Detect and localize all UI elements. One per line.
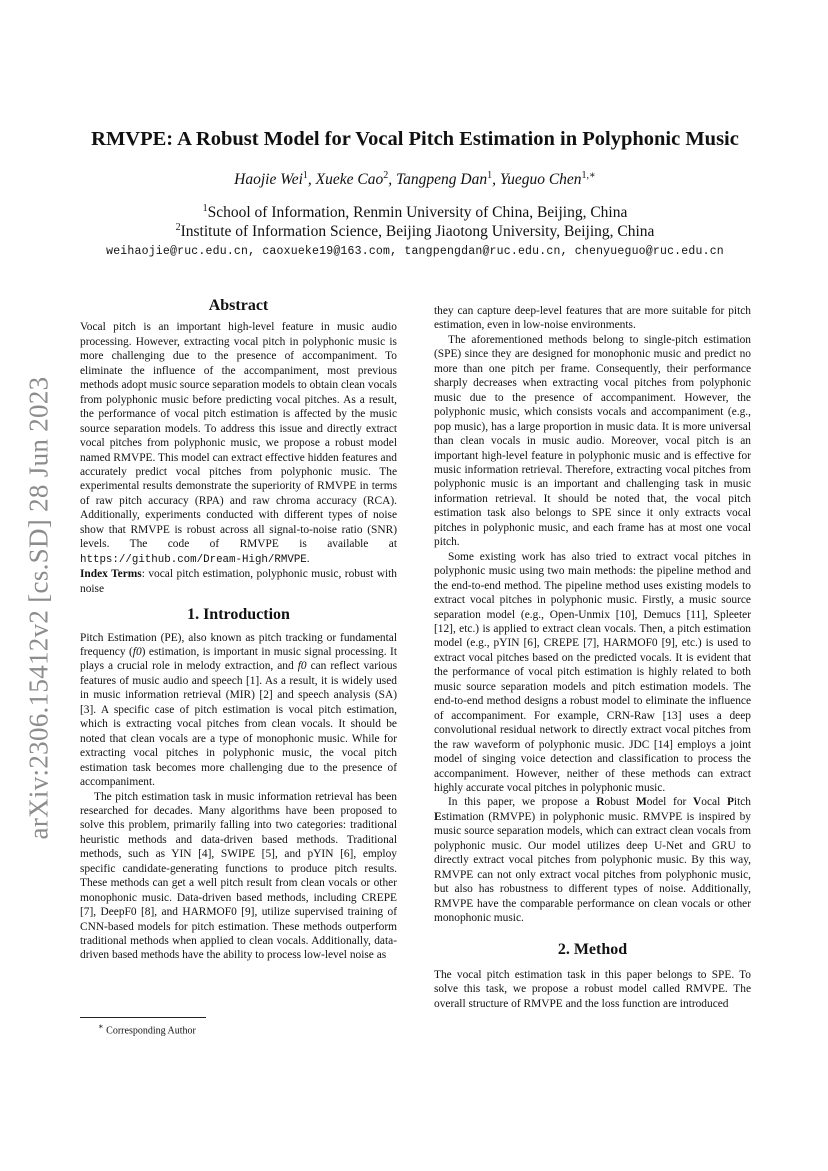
author-name: Haojie Wei xyxy=(234,171,303,189)
bold-initial: V xyxy=(693,796,702,809)
body-paragraph: Some existing work has also tried to extract vocal pitches in polyphonic music using two main methods: the pipeline method and the end-to-end method. The pipeline method uses existing models to extract vocal pitches in polyphonic music. Firstly, a music source separation model (e.g., Open-Unmix [10], Demucs [11], Spleeter [12], etc.) is applied to extract clean vocals. Then, a pitch estimation model (e.g., pYIN [6], CREPE [7], HARMOF0 [9], etc.) is used to extract vocal pitches based on the predicted vocals. It is evident that the performance of vocal pitch estimation is highly related to both music source separation models and pitch estimation models. The end-to-end method designs a robust model to eliminate the influence of accompaniment. For example, CRN-Raw [13] uses a deep convolutional residual network to directly extract vocal pitches from the raw waveform of polyphonic music. JDC [14] employs a joint model of singing voice detection and classification to process the accompaniment. However, neither of these methods can extract highly accurate vocal pitches in polyphonic music. xyxy=(434,550,751,794)
body-text: itch xyxy=(733,796,752,809)
paper-title: RMVPE: A Robust Model for Vocal Pitch Estimation in Polyphonic Music xyxy=(91,128,739,150)
intro-paragraph xyxy=(80,631,397,790)
affiliation-number: 2 xyxy=(175,222,181,233)
bold-initial: E xyxy=(434,810,442,823)
body-text: In this paper, we propose a xyxy=(448,796,597,809)
footnote-text: Corresponding Author xyxy=(106,1025,196,1037)
left-column xyxy=(80,299,397,963)
bold-initial: M xyxy=(635,796,647,809)
intro-text: ) estimation, is important in music signal processing. It plays a crucial role in melody extraction, and xyxy=(80,645,397,673)
body-text: odel for xyxy=(646,796,694,809)
footnote-rule xyxy=(80,1017,206,1018)
intro-paragraph: The pitch estimation task in music information retrieval has been researched for decades. Many algorithms have been proposed to solve this problem, primarily falling into two categories: traditional heuristic methods and data-driven based methods. Traditional methods, such as YIN [4], SWIPE [5], and pYIN [6], employ specific candidate-generating functions to produce pitch results. These methods can get a well pitch result from clean vocals or other monophonic music. Data-driven based methods, including CREPE [7], DeepF0 [8], and HARMOF0 [9], utilize supervised training of CNN-based models for pitch estimation. These methods outperform traditional methods when applied to clean vocals. Additionally, data-driven based methods have the ability to process low-level noise as xyxy=(80,790,397,962)
bold-initial: R xyxy=(596,796,605,809)
method-heading: 2. Method xyxy=(557,941,628,959)
body-text: ocal xyxy=(701,796,727,809)
abstract-end: . xyxy=(306,552,310,565)
author-emails: weihaojie@ruc.edu.cn, caoxueke19@163.com, tangpengdan@ruc.edu.cn, chenyueguo@ruc.edu.cn xyxy=(106,245,724,258)
body-paragraph: they can capture deep-level features that are more suitable for pitch estimation, even in low-noise environments. xyxy=(434,305,751,332)
author-affiliation-mark: 2 xyxy=(383,170,389,181)
method-paragraph: The vocal pitch estimation task in this paper belongs to SPE. To solve this task, we propose a robust model called RMVPE. The overall structure of RMVPE and the loss function are introduced xyxy=(434,968,751,1010)
footnote xyxy=(98,1021,196,1036)
affiliation-text: School of Information, Renmin University of China, Beijing, China xyxy=(207,204,628,222)
author-name: Yueguo Chen xyxy=(499,171,582,189)
math-f0: f0 xyxy=(132,645,142,658)
right-column xyxy=(434,304,751,1011)
author-affiliation-mark: 1,∗ xyxy=(581,170,596,181)
body-text: obust xyxy=(604,796,636,809)
code-link[interactable]: https://github.com/Dream-High/RMVPE xyxy=(80,553,307,566)
author-list: Haojie Wei$^1$, Xueke Cao$^2$, Tangpeng Dan$^1$, Yueguo Chen$^{1,∗}$ xyxy=(234,170,596,189)
affiliation-line xyxy=(60,222,770,241)
affiliation-line xyxy=(60,203,770,222)
abstract-text: Vocal pitch is an important high-level feature in music audio processing. However, extracting vocal pitch in polyphonic music is more challenging due to the presence of accompaniment. To eliminate the influence of the accompaniment, most previous methods adopt music source separation models to obtain clean vocals from polyphonic music before predicting vocal pitches. As a result, the performance of vocal pitch estimation is affected by the music source separation models. To address this issue and directly extract vocal pitches from polyphonic music, we propose a robust model named RMVPE. This model can extract effective hidden features and accurately predict vocal pitches from polyphonic music. The experimental results demonstrate the superiority of RMVPE in terms of raw pitch accuracy (RPA) and raw chroma accuracy (RCA). Additionally, experiments conducted with different types of noise show that RMVPE is robust across all signal-to-noise ratio (SNR) levels. The code of RMVPE is available at xyxy=(80,321,397,551)
body-paragraph: The aforementioned methods belong to single-pitch estimation (SPE) since they are designed for monophonic music and predict no more than one pitch per frame. Consequently, their performance sharply decreases when extracting vocal pitches from polyphonic music due to the presence of accompaniment. However, the polyphonic music, which consists vocals and accompaniment (e.g., pop music), has a large proportion in music data. It is more universal than clean vocals in music audio. Moreover, vocal pitch is an important high-level feature in polyphonic music and is effective for music information retrieval. Therefore, extracting vocal pitches from polyphonic music is an important and challenging task in music information retrieval. It should be noted that, the vocal pitch estimation task also belongs to SPE since it only extracts vocal pitches in polyphonic music, and each frame has at most one vocal pitch. xyxy=(434,333,751,549)
author-affiliation-mark: 1 xyxy=(487,170,493,181)
index-terms xyxy=(80,567,397,596)
index-terms-text: : vocal pitch estimation, polyphonic music, robust with noise xyxy=(80,568,397,595)
author-name: Tangpeng Dan xyxy=(395,171,488,189)
footnote-mark: ∗ xyxy=(98,1022,104,1031)
math-f0: f0 xyxy=(297,660,307,673)
author-affiliation-mark: 1 xyxy=(302,170,308,181)
affiliation-number: 1 xyxy=(202,203,208,214)
arxiv-side-stamp xyxy=(21,366,57,850)
affiliation-text: Institute of Information Science, Beijing Jiaotong University, Beijing, China xyxy=(180,223,655,241)
arxiv-id-text: arXiv:2306.15412v2 [cs.SD] 28 Jun 2023 xyxy=(23,376,54,840)
introduction-heading: 1. Introduction xyxy=(187,606,290,624)
body-text: stimation (RMVPE) in polyphonic music. RMVPE is inspired by music source separation models, which can extract clean vocals from polyphonic music. Our model utilizes deep U-Net and GRU to directly extract vocal pitches from polyphonic music. By this way, RMVPE can not only extract vocal pitches from polyphonic music, but also has robustness to different types of noise. Additionally, RMVPE have the comparable performance on clean vocals or other monophonic music. xyxy=(434,810,751,925)
author-name: Xueke Cao xyxy=(315,171,384,189)
intro-text: can reflect various features of music audio and speech [1]. As a result, it is widely used in music information retrieval (MIR) [2] and speech analysis (SA) [3]. A specific case of pitch estimation is vocal pitch estimation, which is extracting vocal pitches from clean vocals. It should be noted that clean vocals are a type of monophonic music. While for extracting vocal pitches in polyphonic music, the vocal pitch estimation task becomes more challenging due to the presence of accompaniment. xyxy=(80,660,397,789)
intro-text: Pitch Estimation (PE), also known as pitch tracking or fundamental frequency ( xyxy=(80,631,397,658)
bold-initial: P xyxy=(726,796,734,809)
index-terms-label: Index Terms xyxy=(80,568,142,581)
abstract-heading: Abstract xyxy=(208,297,269,314)
body-paragraph xyxy=(434,795,751,925)
abstract-body xyxy=(80,320,397,567)
